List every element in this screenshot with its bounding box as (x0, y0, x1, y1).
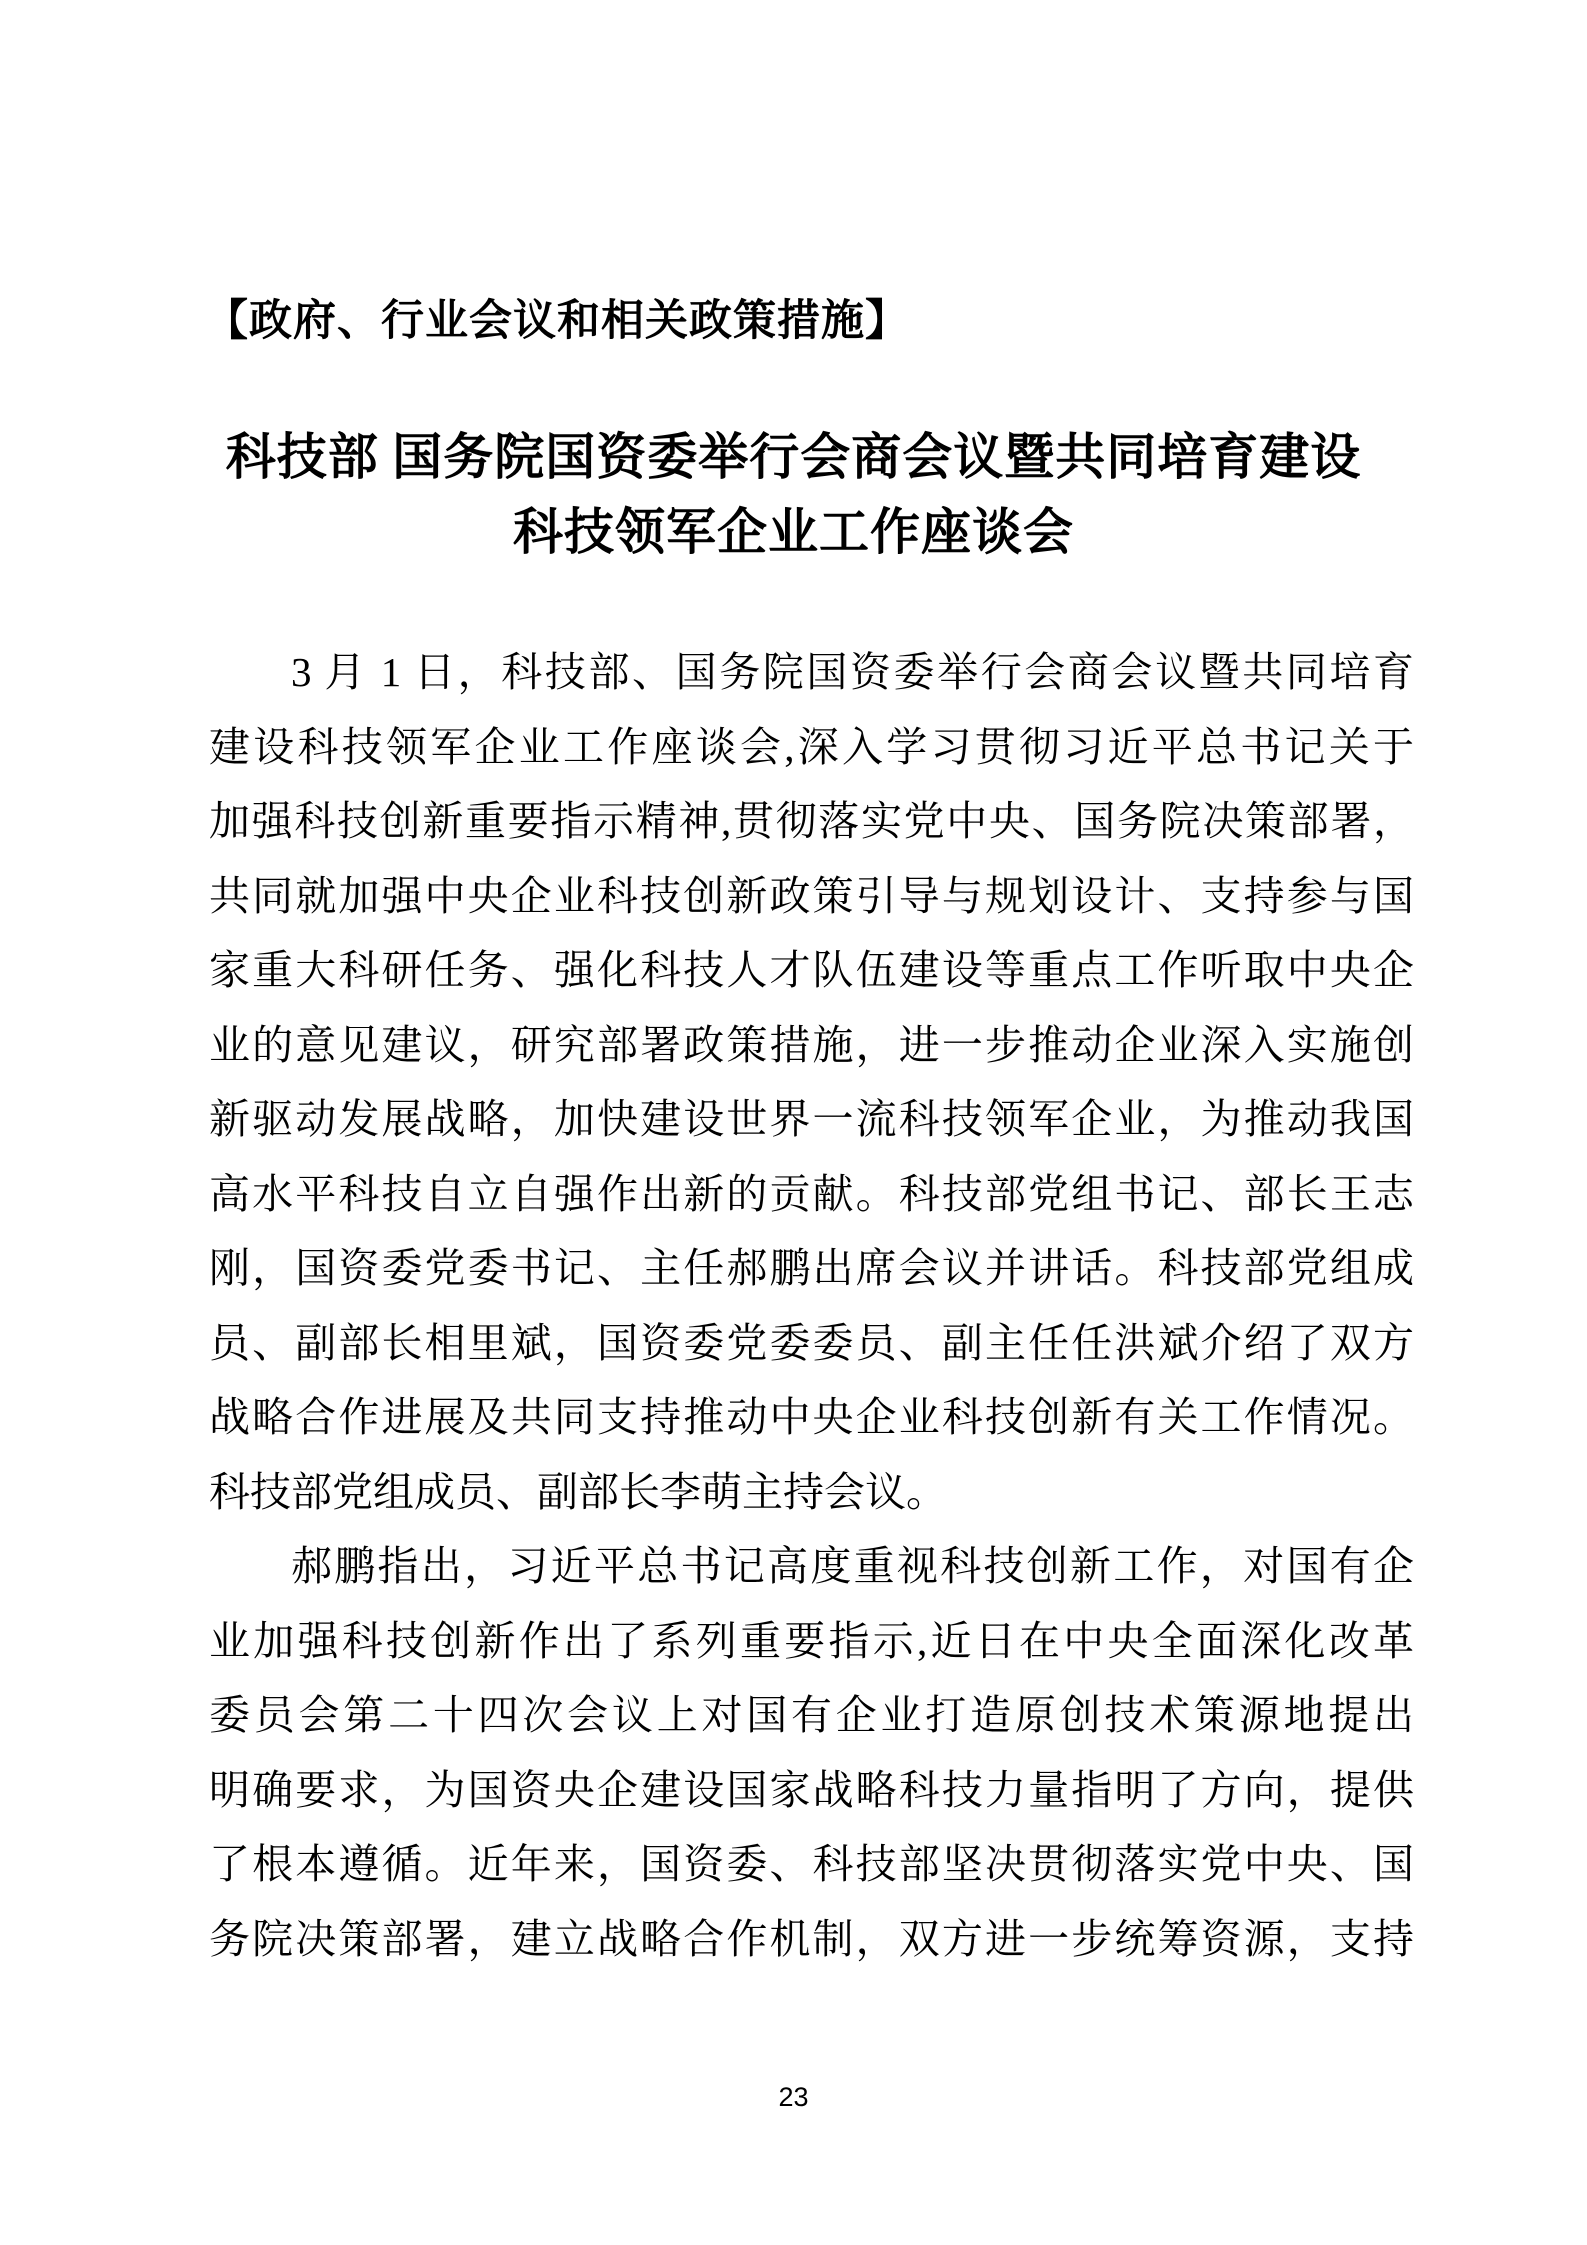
body-line: 家重大科研任务、强化科技人才队伍建设等重点工作听取中央企 (209, 947, 1414, 993)
body-line: 明确要求，为国资央企建设国家战略科技力量指明了方向，提供 (209, 1766, 1414, 1813)
body-line: 新驱动发展战略，加快建设世界一流科技领军企业，为推动我国 (209, 1096, 1414, 1142)
article-title (0, 420, 1587, 570)
article-title-line-2: 科技领军企业工作座谈会 (513, 504, 1074, 560)
paragraph-1 (209, 635, 1414, 1529)
section-header: 【政府、行业会议和相关政策措施】 (205, 297, 909, 345)
page-number: 23 (778, 2082, 809, 2112)
body-line: 员、副部长相里斌，国资委党委委员、副主任任洪斌介绍了双方 (209, 1319, 1414, 1366)
body-line: 业的意见建议，研究部署政策措施，进一步推动企业深入实施创 (209, 1021, 1414, 1068)
body-line: 郝鹏指出，习近平总书记高度重视科技创新工作，对国有企 (291, 1543, 1414, 1589)
article-body (209, 635, 1414, 1976)
body-line: 加强科技创新重要指示精神,贯彻落实党中央、国务院决策部署， (209, 798, 1414, 844)
body-line: 共同就加强中央企业科技创新政策引导与规划设计、支持参与国 (209, 872, 1414, 919)
body-line: 科技部党组成员、副部长李萌主持会议。 (209, 1468, 947, 1515)
body-line: 刚，国资委党委书记、主任郝鹏出席会议并讲话。科技部党组成 (209, 1245, 1414, 1291)
article-title-line-1: 科技部 国务院国资委举行会商会议暨共同培育建设 (225, 429, 1362, 485)
body-line: 战略合作进展及共同支持推动中央企业科技创新有关工作情况。 (209, 1394, 1414, 1440)
paragraph-2 (209, 1529, 1414, 1976)
body-line: 高水平科技自立自强作出新的贡献。科技部党组书记、部长王志 (209, 1170, 1414, 1217)
body-line: 委员会第二十四次会议上对国有企业打造原创技术策源地提出 (209, 1692, 1414, 1738)
body-line: 业加强科技创新作出了系列重要指示,近日在中央全面深化改革 (209, 1617, 1414, 1664)
body-line: 务院决策部署，建立战略合作机制，双方进一步统筹资源，支持 (209, 1915, 1414, 1962)
body-line: 3 月 1 日，科技部、国务院国资委举行会商会议暨共同培育 (291, 649, 1414, 695)
body-line: 了根本遵循。近年来，国资委、科技部坚决贯彻落实党中央、国 (209, 1841, 1414, 1887)
body-line: 建设科技领军企业工作座谈会,深入学习贯彻习近平总书记关于 (209, 723, 1414, 770)
